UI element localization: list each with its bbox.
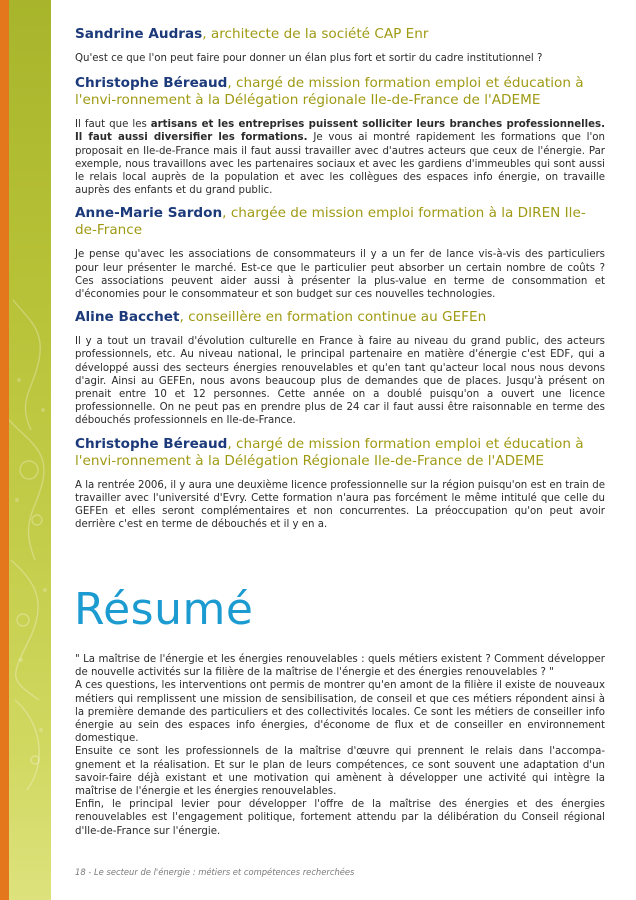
text-run: Il faut que les	[75, 119, 151, 131]
speaker-role: , chargé de mission formation emploi et éducation à l'envi-ronnement à la Délégation Régionale Ile-de-France de l'ADEME	[75, 435, 584, 469]
paragraph	[75, 118, 605, 197]
resume-paragraph: A ces questions, les interventions ont permis de montrer qu'en amont de la filière il existe de nouveaux métiers qui remplissent une mission de sensibilisation, de conseil et que ces métiers répondent ainsi à la première demande des particuliers et des collectivités locales. Ce sont les métiers de conseiller info énergie au sein des espaces info énergies, d'économe de flux et de conseiller en environnement domestique.	[75, 680, 605, 745]
left-decorative-band	[9, 0, 51, 900]
left-orange-strip	[0, 0, 9, 900]
text-run: Qu'est ce que l'on peut faire pour donner un élan plus fort et sortir du cadre institutionnel ?	[75, 53, 543, 64]
resume-title: Résumé	[74, 584, 254, 635]
speaker-role: , architecte de la société CAP Enr	[202, 26, 429, 42]
speaker-name: Anne-Marie Sardon	[75, 205, 223, 222]
text-run: A la rentrée 2006, il y aura une deuxième licence professionnelle sur la région puisqu'on est en train de travailler avec l'université d'Evry. Cette formation n'aura pas forcément le même intitulé que celle du GEFEn et elles seront complémentaires et non concurrentes. La préoccupation qu'on peut avoir derrière c'est en terme de débouchés et il y en a.	[75, 479, 605, 531]
speaker-heading	[75, 75, 605, 109]
resume-section	[75, 653, 605, 838]
discussion-block	[75, 205, 605, 301]
text-run: Je pense qu'avec les associations de consommateurs il y a un fer de lance vis-à-vis des particuliers pour leur présenter le marché. Est-ce que le particulier peut absorber un certain nombre de coûts ? Ces associations peuvent aider aussi à présenter la plus-value en terme de consommation et d'économies pour le consommateur et son budget sur ces nouvelles technologies.	[75, 249, 605, 301]
discussion-block	[75, 309, 605, 427]
text-run: Il y a tout un travail d'évolution culturelle en France à faire au niveau du grand public, des acteurs professionnels, etc. Au niveau national, le principal partenaire en matière d'énergie c'est EDF, qui a développé aussi des secteurs énergies renouvelables et qu'en tant qu'acteur local nous nous devons d'agir. Ainsi au GEFEn, nous avons beaucoup plus de demandes que de places. Jusqu'à présent on prenait entre 10 et 12 personnes. Cette année on a doublé puisqu'on a ouvert une licence professionnelle. On ne peut pas en prendre plus de 24 car il faut aussi être raisonnable en terme des débouchés professionnels en Ile-de-France.	[75, 336, 605, 427]
resume-paragraph: Enfin, le principal levier pour développer l'offre de la maîtrise des énergies et des énergies renouvelables est l'engagement politique, fortement attendu par la délibération du Conseil régional d'Ile-de-France sur l'énergie.	[75, 799, 605, 837]
text-run: Je vous ai montré rapidement les formations que l'on proposait en Ile-de-France mais il faut aussi travailler avec d'autres acteurs que ceux de l'énergie. Par exemple, nous travaillons avec les partenaires sociaux et avec les gardiens d'immeubles qui sont aussi le relais local auprès de la population et avec les collègues des espaces info énergie, on travaille auprès des enfants et du grand public.	[75, 132, 605, 197]
paragraph	[75, 248, 605, 301]
speaker-role: , chargée de mission emploi formation à la DIREN Ile-de-France	[75, 205, 586, 239]
speaker-heading	[75, 26, 605, 43]
discussion-block	[75, 75, 605, 197]
speaker-name: Christophe Béreaud	[75, 435, 228, 452]
speaker-name: Christophe Béreaud	[75, 75, 228, 92]
resume-paragraph: Ensuite ce sont les professionnels de la maîtrise d'œuvre qui prennent le relais dans l'accompa-gnement et la réalisation. Et sur le plan de leurs compétences, ce sont souvent une adaptation d'un savoir-faire déjà existant et une motivation qui amènent à développer une activité qui intègre la maîtrise de l'énergie et les énergies renouvelables.	[75, 746, 605, 798]
speaker-role: , conseillère en formation continue au GEFEn	[179, 309, 487, 326]
paragraph	[75, 335, 605, 427]
discussion-section	[75, 26, 605, 531]
speaker-heading	[75, 436, 605, 470]
swirl-pattern-graphic	[9, 0, 51, 900]
discussion-block	[75, 436, 605, 532]
page-footer: 18 - Le secteur de l'énergie : métiers et compétences recherchées	[75, 867, 355, 877]
speaker-role: , chargé de mission formation emploi et éducation à l'envi-ronnement à la Délégation régionale Ile-de-France de l'ADEME	[75, 75, 584, 109]
paragraph	[75, 479, 605, 532]
speaker-name: Aline Bacchet	[75, 309, 180, 326]
text-run-bold: artisans et les entreprises puissent solliciter leurs branches professionnelles. Il faut aussi diversifier les formations.	[75, 119, 605, 144]
speaker-heading	[75, 309, 605, 326]
speaker-name: Sandrine Audras	[75, 26, 203, 42]
discussion-block	[75, 26, 605, 65]
speaker-heading	[75, 205, 605, 239]
paragraph	[75, 52, 605, 65]
resume-paragraph: " La maîtrise de l'énergie et les énergies renouvelables : quels métiers existent ? Comment développer de nouvelle activités sur la filière de la maîtrise de l'énergie et des énergies renouvelables ? "	[75, 654, 605, 679]
